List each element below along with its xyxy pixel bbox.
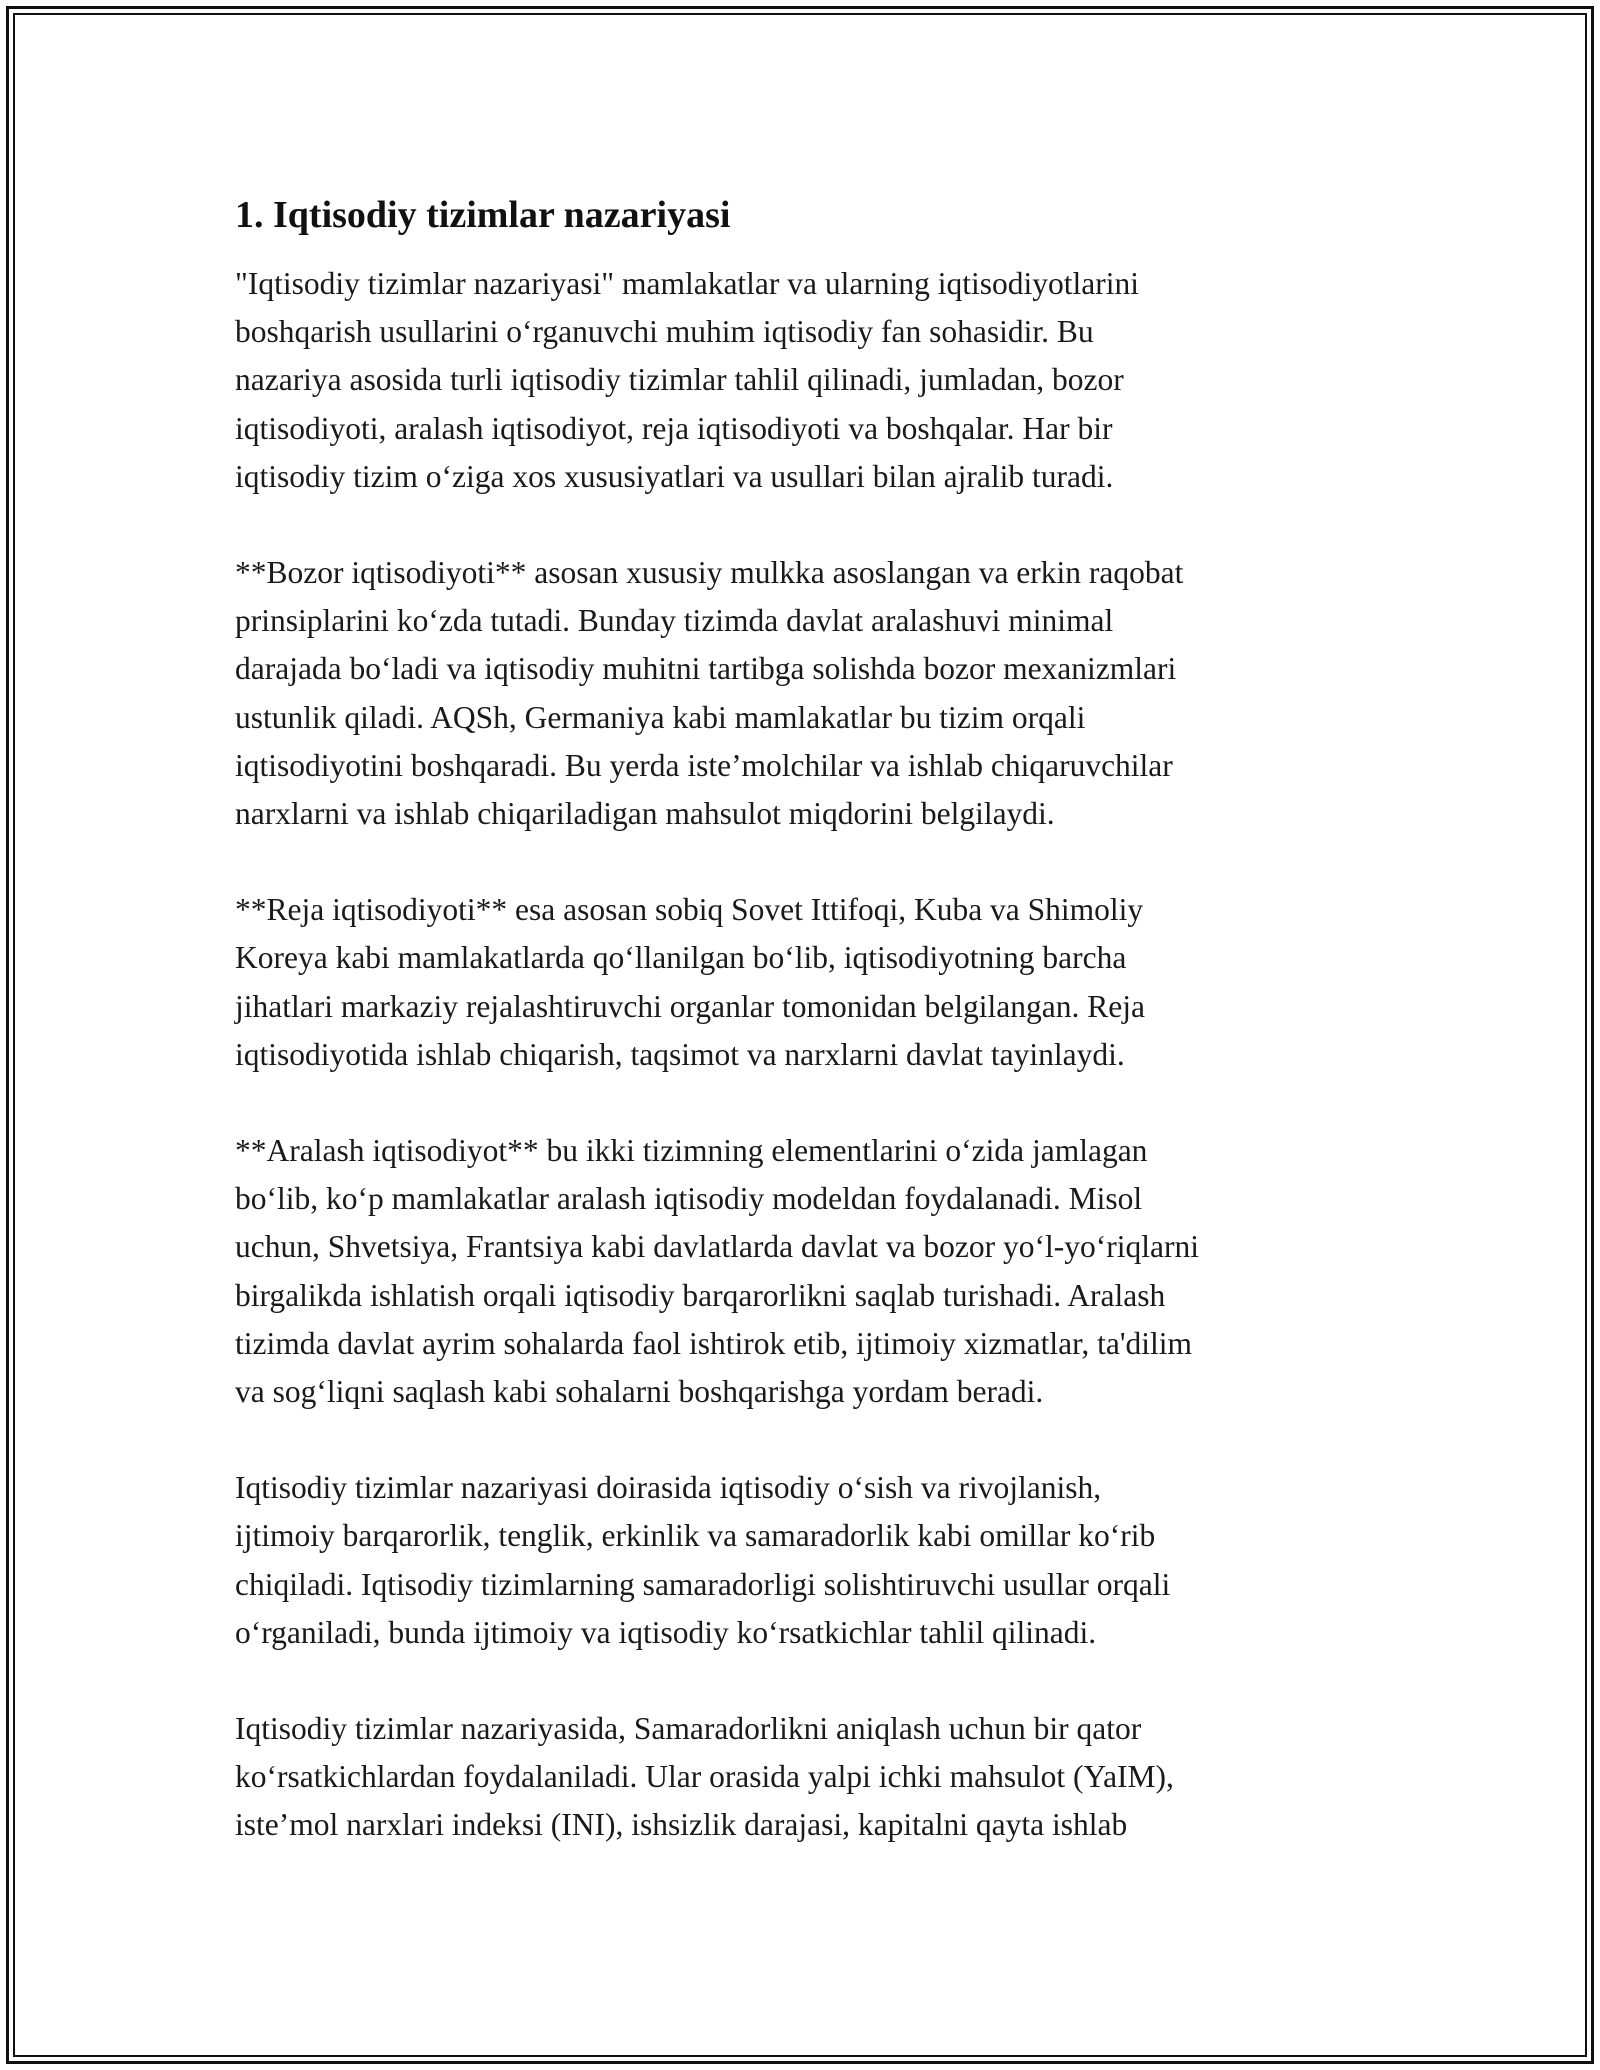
text-line: va sogʻliqni saqlash kabi sohalarni boshqarishga yordam beradi. xyxy=(235,1374,1044,1410)
text-line: Koreya kabi mamlakatlarda qoʻllanilgan boʻlib, iqtisodiyotning barcha xyxy=(235,940,1127,976)
text-line: darajada boʻladi va iqtisodiy muhitni tartibga solishda bozor mexanizmlari xyxy=(235,651,1177,687)
text-line: iqtisodiyoti, aralash iqtisodiyot, reja iqtisodiyoti va boshqalar. Har bir xyxy=(235,410,1113,446)
text-line: prinsiplarini koʻzda tutadi. Bunday tizimda davlat aralashuvi minimal xyxy=(235,603,1114,639)
text-line: Iqtisodiy tizimlar nazariyasi doirasida iqtisodiy oʻsish va rivojlanish, xyxy=(235,1470,1102,1506)
paragraph-indicators xyxy=(235,1705,1365,1850)
text-line: iqtisodiy tizim oʻziga xos xususiyatlari va usullari bilan ajralib turadi. xyxy=(235,458,1114,494)
text-line: oʻrganiladi, bunda ijtimoiy va iqtisodiy koʻrsatkichlar tahlil qilinadi. xyxy=(235,1614,1097,1650)
text-line: birgalikda ishlatish orqali iqtisodiy barqarorlikni saqlab turishadi. Aralash xyxy=(235,1277,1166,1313)
paragraph-market-economy xyxy=(235,549,1365,838)
text-line: nazariya asosida turli iqtisodiy tizimlar tahlil qilinadi, jumladan, bozor xyxy=(235,362,1124,398)
text-line: ijtimoiy barqarorlik, tenglik, erkinlik va samaradorlik kabi omillar koʻrib xyxy=(235,1518,1156,1554)
document-title: 1. Iqtisodiy tizimlar nazariyasi xyxy=(235,194,731,236)
text-line: uchun, Shvetsiya, Frantsiya kabi davlatlarda davlat va bozor yoʻl-yoʻriqlarni xyxy=(235,1229,1199,1265)
text-line: Iqtisodiy tizimlar nazariyasida, Samaradorlikni aniqlash uchun bir qator xyxy=(235,1711,1142,1747)
text-line: koʻrsatkichlardan foydalaniladi. Ular orasida yalpi ichki mahsulot (YaIM), xyxy=(235,1759,1174,1795)
text-line: jihatlari markaziy rejalashtiruvchi organlar tomonidan belgilangan. Reja xyxy=(235,988,1145,1024)
text-line: **Aralash iqtisodiyot** bu ikki tizimning elementlarini oʻzida jamlagan xyxy=(235,1133,1148,1169)
text-line: iqtisodiyotida ishlab chiqarish, taqsimot va narxlarni davlat tayinlaydi. xyxy=(235,1036,1125,1072)
text-line: **Reja iqtisodiyoti** esa asosan sobiq Sovet Ittifoqi, Kuba va Shimoliy xyxy=(235,892,1144,928)
text-line: tizimda davlat ayrim sohalarda faol ishtirok etib, ijtimoiy xizmatlar, ta'dilim xyxy=(235,1325,1193,1361)
text-line: boshqarish usullarini oʻrganuvchi muhim iqtisodiy fan sohasidir. Bu xyxy=(235,314,1094,350)
text-line: **Bozor iqtisodiyoti** asosan xususiy mulkka asoslangan va erkin raqobat xyxy=(235,555,1184,591)
text-line: ustunlik qiladi. AQSh, Germaniya kabi mamlakatlar bu tizim orqali xyxy=(235,699,1086,735)
text-line: boʻlib, koʻp mamlakatlar aralash iqtisodiy modeldan foydalanadi. Misol xyxy=(235,1181,1143,1217)
paragraph-planned-economy xyxy=(235,886,1365,1079)
text-line: isteʼmol narxlari indeksi (INI), ishsizlik darajasi, kapitalni qayta ishlab xyxy=(235,1807,1128,1843)
document-body xyxy=(235,190,1365,1898)
paragraph-growth-factors xyxy=(235,1464,1365,1657)
paragraph-intro xyxy=(235,260,1365,501)
paragraph-mixed-economy xyxy=(235,1127,1365,1416)
text-line: iqtisodiyotini boshqaradi. Bu yerda isteʼmolchilar va ishlab chiqaruvchilar xyxy=(235,747,1173,783)
text-line: narxlarni va ishlab chiqariladigan mahsulot miqdorini belgilaydi. xyxy=(235,796,1055,832)
text-line: chiqiladi. Iqtisodiy tizimlarning samaradorligi solishtiruvchi usullar orqali xyxy=(235,1566,1171,1602)
text-line: "Iqtisodiy tizimlar nazariyasi" mamlakatlar va ularning iqtisodiyotlarini xyxy=(235,266,1139,301)
